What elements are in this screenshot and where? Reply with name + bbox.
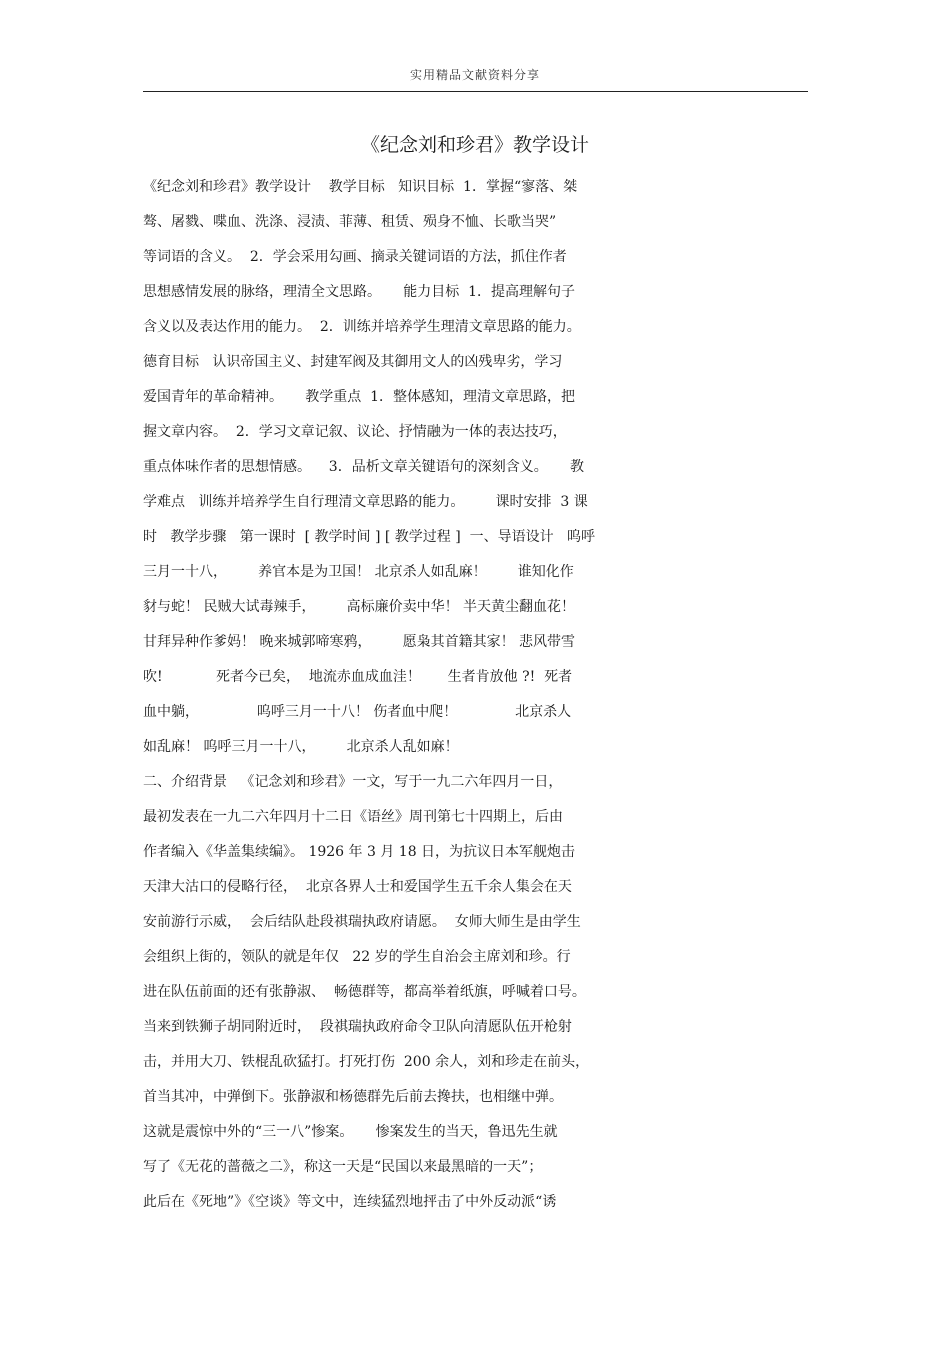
document-title: 《纪念刘和珍君》教学设计 bbox=[360, 134, 589, 156]
text-line: 甘拜异种作爹妈！ 晚来城郭啼寒鸦， 愿枭其首籍其家！ 悲风带雪 bbox=[143, 634, 576, 650]
text-line: 重点体味作者的思想情感。 3．品析文章关键语句的深刻含义。 教 bbox=[143, 459, 584, 475]
text-line: 《纪念刘和珍君》教学设计 教学目标 知识目标 1．掌握“寥落、桀 bbox=[143, 179, 578, 195]
text-line: 最初发表在一九二六年四月十二日《语丝》周刊第七十四期上，后由 bbox=[143, 809, 563, 825]
text-line: 爱国青年的革命精神。 教学重点 1．整体感知，理清文章思路，把 bbox=[143, 389, 576, 405]
text-line: 安前游行示威， 会后结队赴段祺瑞执政府请愿。 女师大师生是由学生 bbox=[143, 914, 581, 930]
text-line: 天津大沽口的侵略行径， 北京各界人士和爱国学生五千余人集会在天 bbox=[143, 879, 572, 895]
text-line: 骜、屠戮、喋血、洗涤、浸渍、菲薄、租赁、殒身不恤、长歌当哭” bbox=[143, 214, 557, 230]
text-line: 当来到铁狮子胡同附近时， 段祺瑞执政府命令卫队向清愿队伍开枪射 bbox=[143, 1019, 572, 1035]
text-line: 首当其冲，中弹倒下。张静淑和杨德群先后前去搀扶，也相继中弹。 bbox=[143, 1089, 563, 1105]
text-line: 二、介绍背景 《记念刘和珍君》一文，写于一九二六年四月一日， bbox=[143, 774, 563, 790]
text-line: 如乱麻！ 呜呼三月一十八， 北京杀人乱如麻！ bbox=[143, 739, 459, 755]
text-line: 豺与蛇！ 民贼大试毒辣手， 高标廉价卖中华！ 半天黄尘翻血花！ bbox=[143, 599, 576, 615]
text-line: 握文章内容。 2．学习文章记叙、议论、抒情融为一体的表达技巧， bbox=[143, 424, 567, 440]
text-line: 德育目标 认识帝国主义、封建军阀及其御用文人的凶残卑劣，学习 bbox=[143, 354, 563, 370]
text-line: 血中躺， 呜呼三月一十八！ 伤者血中爬！ 北京杀人 bbox=[143, 704, 572, 720]
text-line: 进在队伍前面的还有张静淑、 畅德群等，都高举着纸旗，呼喊着口号。 bbox=[143, 984, 586, 1000]
text-line: 含义以及表达作用的能力。 2．训练并培养学生理清文章思路的能力。 bbox=[143, 319, 581, 335]
text-line: 吹! 死者今已矣， 地流赤血成血洼！ 生者肯放他 ?! 死者 bbox=[143, 669, 573, 685]
text-line: 会组织上街的，领队的就是年仅 22 岁的学生自治会主席刘和珍。行 bbox=[143, 949, 571, 965]
text-line: 此后在《死地”》《空谈》等文中，连续猛烈地抨击了中外反动派“诱 bbox=[143, 1194, 557, 1210]
text-line: 时 教学步骤 第一课时 [ 教学时间 ] [ 教学过程 ] 一、导语设计 呜呼 bbox=[143, 529, 595, 545]
text-line: 这就是震惊中外的“三一八”惨案。 惨案发生的当天，鲁迅先生就 bbox=[143, 1124, 558, 1140]
text-line: 等词语的含义。 2．学会采用勾画、摘录关键词语的方法，抓住作者 bbox=[143, 249, 567, 265]
page-header: 实用精品文献资料分享 bbox=[409, 68, 540, 82]
text-line: 学难点 训练并培养学生自行理清文章思路的能力。 课时安排 3 课 bbox=[143, 494, 588, 510]
header-divider bbox=[143, 91, 808, 92]
text-line: 思想感情发展的脉络，理清全文思路。 能力目标 1．提高理解句子 bbox=[143, 284, 576, 300]
text-line: 写了《无花的蔷薇之二》，称这一天是“民国以来最黑暗的一天”； bbox=[143, 1159, 543, 1175]
text-line: 击，并用大刀、铁棍乱砍猛打。打死打伤 200 余人，刘和珍走在前头， bbox=[143, 1054, 590, 1070]
text-line: 三月一十八， 养官本是为卫国！ 北京杀人如乱麻！ 谁知化作 bbox=[143, 564, 574, 580]
text-line: 作者编入《华盖集续编》。 1926 年 3 月 18 日，为抗议日本军舰炮击 bbox=[143, 844, 576, 860]
document-body bbox=[143, 170, 813, 1220]
